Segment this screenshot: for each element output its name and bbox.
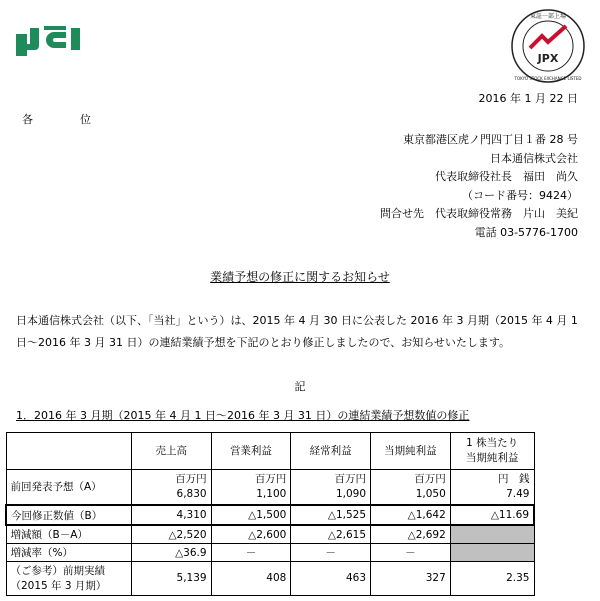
cell-curr-operating: △1,500	[211, 505, 291, 525]
row-label-curr: 今回修正数値（B）	[6, 505, 131, 525]
cell-ref-net: 327	[371, 562, 451, 596]
addressee: 各 位	[22, 113, 109, 126]
cell-diff-eps-empty	[450, 525, 534, 544]
cell-rate-sales: △36.9	[131, 544, 211, 562]
body-paragraph: 日本通信株式会社（以下、「当社」という）は、2015 年 4 月 30 日に公表した 2016 年 3 月期（2015 年 4 月 1 日～2016 年 3 月 31 日）の連結業績予想を下記のとおり修正しましたので、お知らせいたします。	[16, 314, 578, 349]
cell-curr-eps: △11.69	[450, 505, 534, 525]
cell-ref-operating: 408	[211, 562, 291, 596]
document-title: 業績予想の修正に関するお知らせ	[210, 270, 390, 284]
cell-diff-sales: △2,520	[131, 525, 211, 544]
cell-prev-operating: 百万円 1,100	[211, 470, 291, 506]
cell-ref-ordinary: 463	[291, 562, 371, 596]
cell-prev-eps: 円 銭 7.49	[450, 470, 534, 506]
table-row	[6, 562, 534, 596]
cell-prev-sales: 百万円 6,830	[131, 470, 211, 506]
seal-ring-text: TOKYO STOCK EXCHANGE LISTED	[514, 76, 582, 81]
ki-heading: 記	[294, 380, 306, 393]
cell-rate-ordinary: －	[291, 544, 371, 562]
row-label-ref: （ご参考）前期実績 （2015 年 3 月期）	[6, 562, 131, 596]
sender-address: 東京都港区虎ノ門四丁目１番 28 号	[403, 133, 578, 146]
sender-representative: 代表取締役社長 福田 尚久	[435, 170, 578, 183]
header-sales: 売上高	[131, 433, 211, 470]
cell-ref-eps: 2.35	[450, 562, 534, 596]
header-ordinary-income: 経常利益	[291, 433, 371, 470]
row-label-prev: 前回発表予想（A）	[6, 470, 131, 506]
cell-curr-net: △1,642	[371, 505, 451, 525]
header-empty	[6, 433, 131, 470]
header-net-income: 当期純利益	[371, 433, 451, 470]
cell-rate-eps-empty	[450, 544, 534, 562]
company-logo	[16, 24, 94, 56]
table-header-row	[6, 433, 534, 470]
sender-contact: 問合せ先 代表取締役常務 片山 美紀	[380, 207, 578, 220]
cell-rate-net: －	[371, 544, 451, 562]
sender-block	[380, 131, 578, 242]
sender-code: （コード番号：9424）	[462, 188, 578, 202]
row-label-diff: 増減額（B－A）	[6, 525, 131, 544]
sender-company: 日本通信株式会社	[490, 151, 578, 165]
cell-curr-ordinary: △1,525	[291, 505, 371, 525]
seal-top-text: 東証一部上場	[529, 13, 567, 20]
section-title: 1．2016 年 3 月期（2015 年 4 月 1 日～2016 年 3 月 31 日）の連結業績予想数値の修正	[16, 409, 470, 422]
cell-prev-net: 百万円 1,050	[371, 470, 451, 506]
cell-diff-operating: △2,600	[211, 525, 291, 544]
sender-phone: 電話 03-5776-1700	[474, 225, 578, 239]
cell-diff-ordinary: △2,615	[291, 525, 371, 544]
table-row	[6, 470, 534, 506]
table-row	[6, 525, 534, 544]
document-date: 2016 年 1 月 22 日	[478, 92, 578, 105]
seal-mark: JPX	[537, 52, 559, 65]
table-row	[6, 544, 534, 562]
forecast-table	[5, 432, 535, 596]
cell-curr-sales: 4,310	[131, 505, 211, 525]
table-row	[6, 505, 534, 525]
cell-diff-net: △2,692	[371, 525, 451, 544]
row-label-rate: 増減率（%）	[6, 544, 131, 562]
header-eps: 1 株当たり 当期純利益	[450, 433, 534, 470]
jpx-listed-seal-icon	[510, 8, 586, 84]
cell-rate-operating: －	[211, 544, 291, 562]
cell-ref-sales: 5,139	[131, 562, 211, 596]
header-operating-income: 営業利益	[211, 433, 291, 470]
cell-prev-ordinary: 百万円 1,090	[291, 470, 371, 506]
